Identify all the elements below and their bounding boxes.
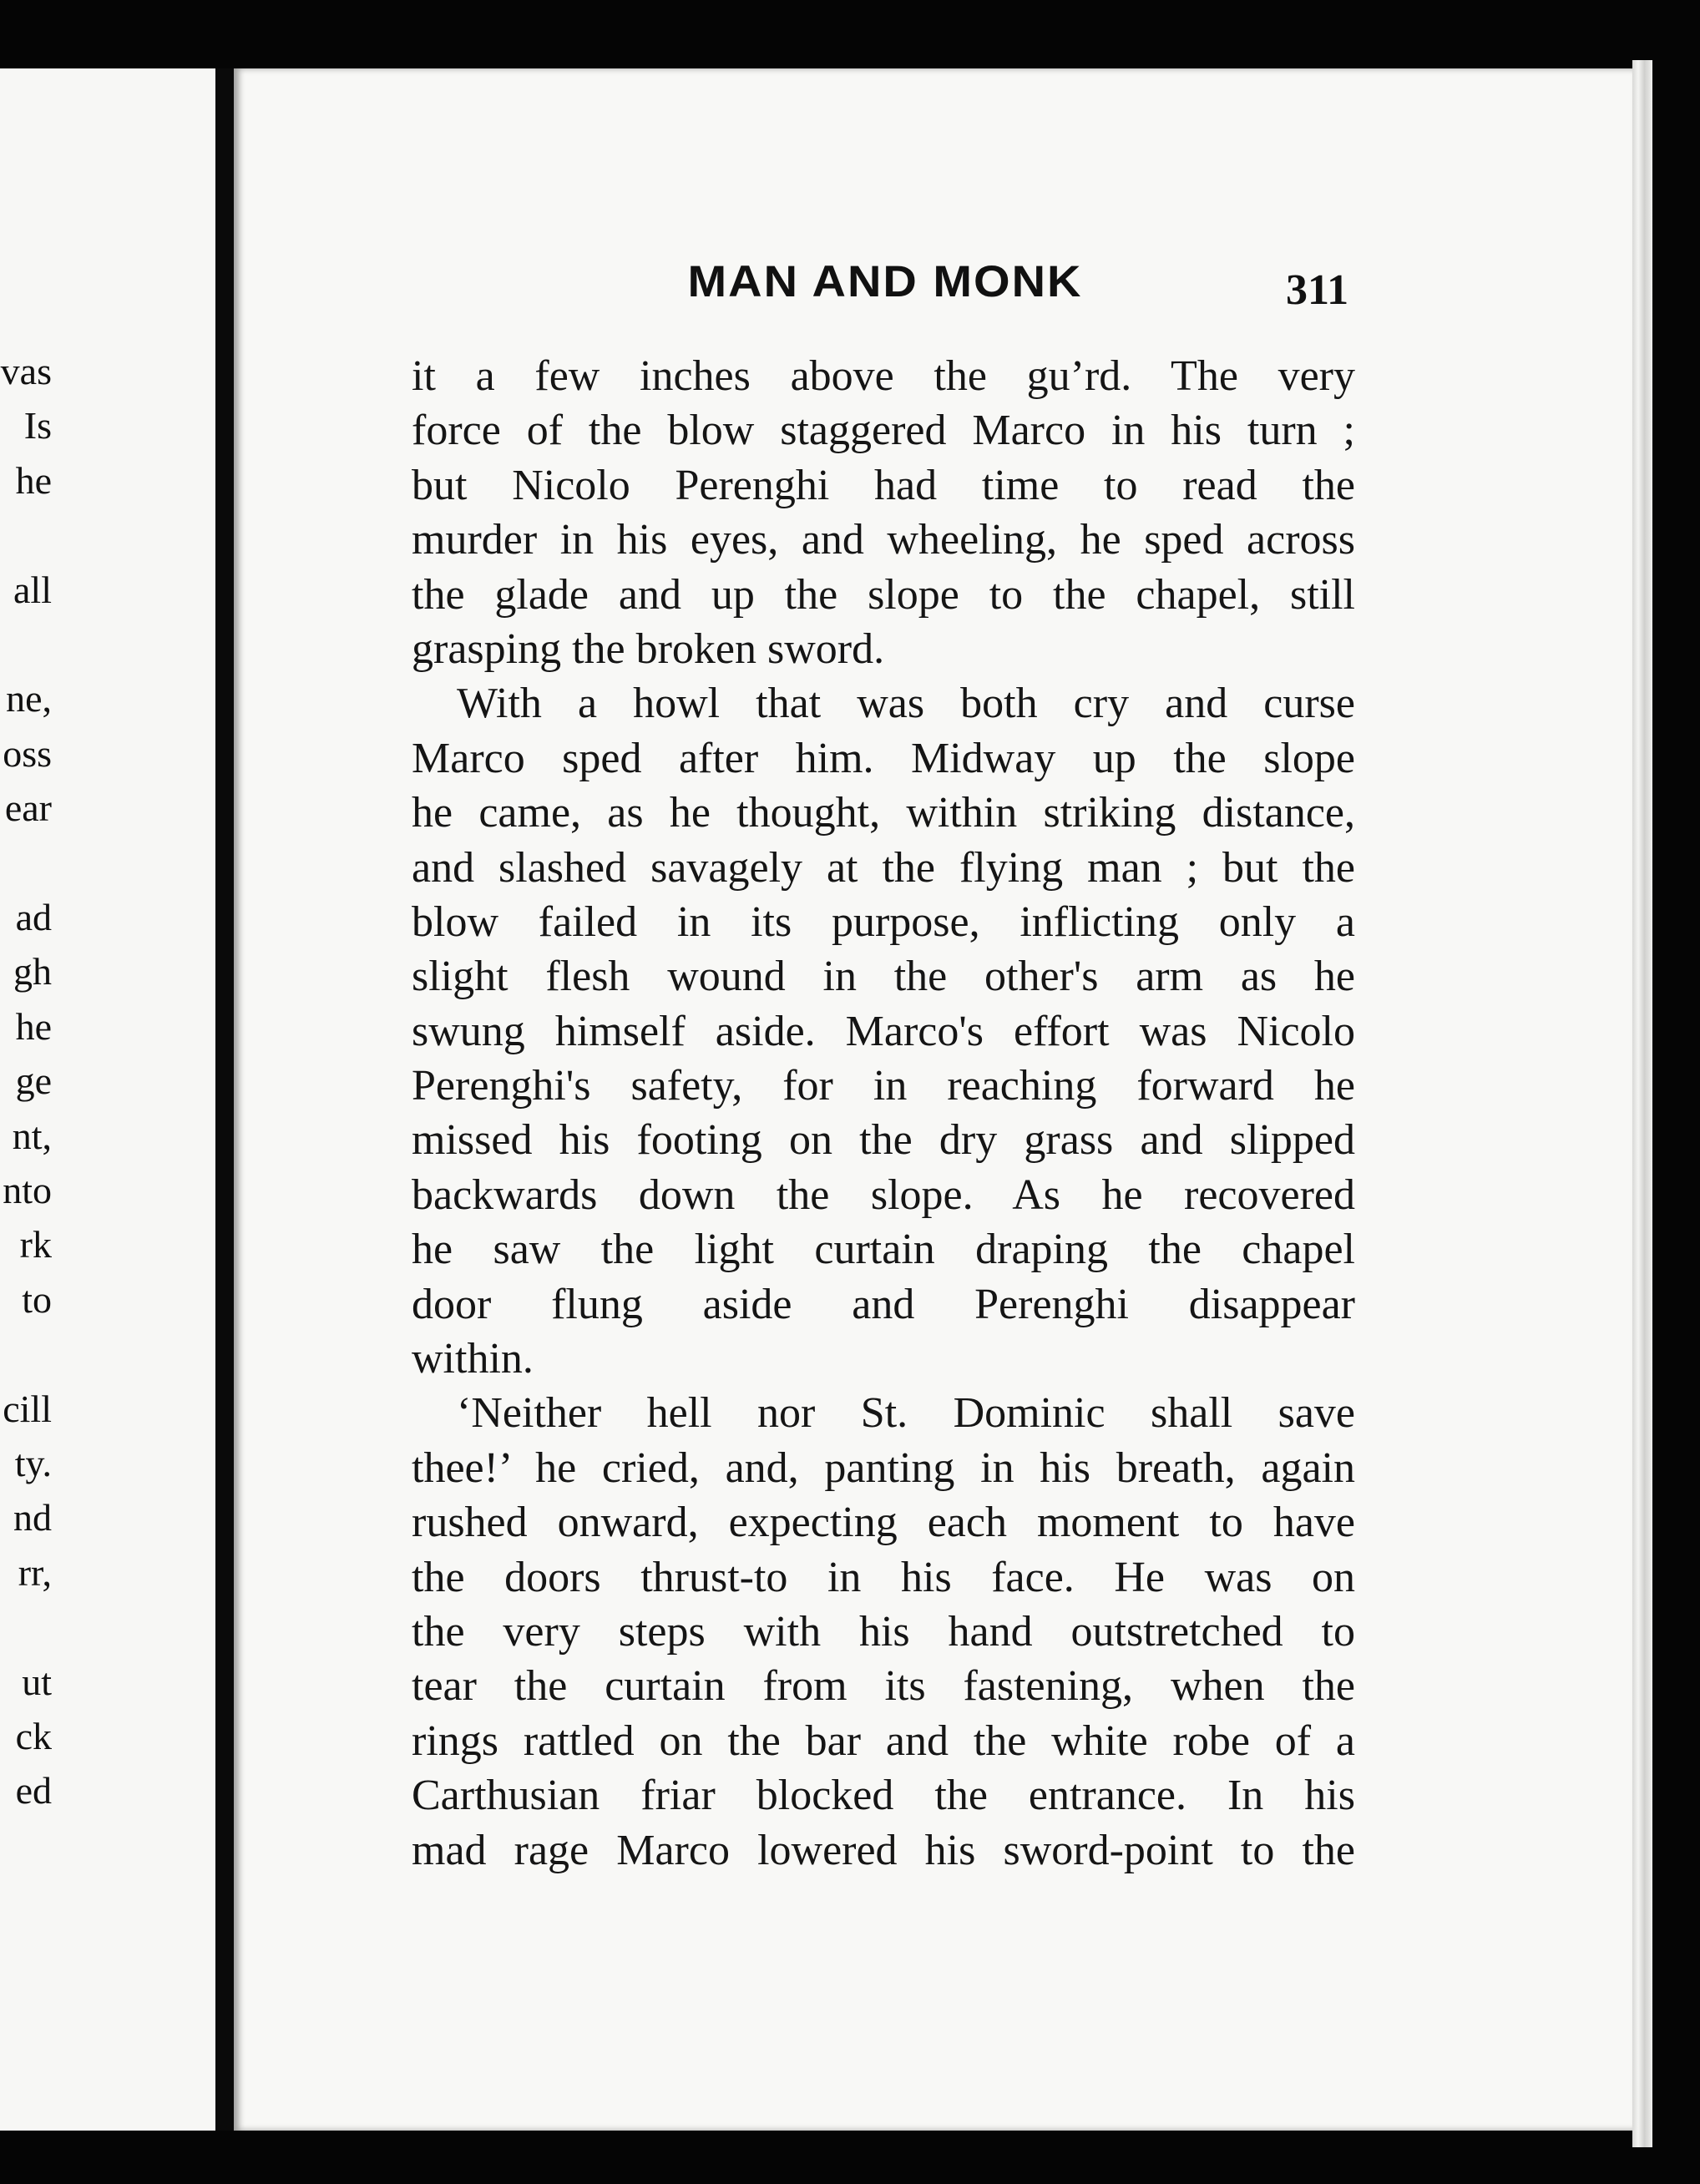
body-text: [412, 349, 1355, 1878]
left-page-fragment: nd: [13, 1496, 52, 1539]
text-line: With a howl that was both cry and curse: [457, 680, 1355, 728]
text-line: within.: [412, 1335, 534, 1383]
left-page-fragment: he: [15, 458, 52, 502]
text-line: murder in his eyes, and wheeling, he sped across: [412, 516, 1355, 564]
text-line: he came, as he thought, within striking distance,: [412, 789, 1355, 837]
text-line: force of the blow staggered Marco in his turn ;: [412, 407, 1355, 455]
left-page-fragment: nt,: [12, 1114, 52, 1157]
text-line: rushed onward, expecting each moment to have: [412, 1499, 1355, 1547]
text-line: thee!’ he cried, and, panting in his breath, again: [412, 1443, 1355, 1492]
text-line: swung himself aside. Marco's effort was Nicolo: [412, 1007, 1355, 1055]
text-line: the doors thrust-to in his face. He was on: [412, 1553, 1355, 1601]
text-line: ‘Neither hell nor St. Dominic shall save: [457, 1389, 1355, 1438]
left-page-fragment: ad: [15, 896, 52, 938]
text-line: missed his footing on the dry grass and slipped: [412, 1116, 1355, 1165]
left-page-fragment: all: [13, 568, 52, 611]
text-line: the glade and up the slope to the chapel, still: [412, 570, 1355, 619]
left-page-fragment: ear: [4, 786, 52, 830]
book-gutter: [215, 68, 234, 2131]
left-page-fragment: ty.: [14, 1442, 52, 1484]
text-line: rings rattled on the bar and the white robe of a: [412, 1716, 1355, 1765]
text-line: Carthusian friar blocked the entrance. In his: [412, 1772, 1355, 1820]
text-line: backwards down the slope. As he recovered: [412, 1170, 1355, 1219]
text-line: he saw the light curtain draping the chapel: [412, 1226, 1355, 1274]
text-line: mad rage Marco lowered his sword-point to the: [412, 1826, 1355, 1874]
page-number: 311: [1286, 266, 1349, 314]
left-page-fragment: rk: [19, 1223, 52, 1266]
text-line: grasping the broken sword.: [412, 624, 885, 673]
left-page-fragment: to: [22, 1277, 52, 1321]
running-head: MAN AND MONK: [687, 255, 1083, 306]
left-page-fragment: nto: [3, 1169, 52, 1211]
left-page-fragment: he: [15, 1004, 52, 1048]
text-line: it a few inches above the guʼrd. The very: [412, 352, 1355, 400]
text-line: and slashed savagely at the flying man ; but the: [412, 843, 1355, 892]
left-page-fragment: Is: [23, 404, 52, 447]
text-line: slight flesh wound in the other's arm as he: [412, 953, 1355, 1001]
left-page-fragment: ge: [15, 1059, 52, 1103]
left-page-fragment: cill: [3, 1387, 52, 1430]
left-page-fragment: ut: [22, 1660, 52, 1703]
text-line: blow failed in its purpose, inflicting only a: [412, 897, 1355, 946]
left-page-fragment: ck: [15, 1715, 52, 1757]
page-edge: [1632, 60, 1652, 2147]
left-page-fragment: vas: [0, 350, 52, 392]
left-page-fragment: ed: [15, 1769, 52, 1812]
text-line: tear the curtain from its fastening, when the: [412, 1662, 1355, 1711]
text-line: door flung aside and Perenghi disappear: [412, 1280, 1355, 1328]
left-page-text-fragments: [0, 68, 215, 2131]
left-page-fragment: ne,: [6, 677, 52, 720]
text-line: Marco sped after him. Midway up the slope: [412, 734, 1355, 782]
left-page-fragment: gh: [13, 950, 52, 993]
left-page: [0, 68, 215, 2131]
text-line: Perenghi's safety, for in reaching forward he: [412, 1062, 1355, 1110]
left-page-fragment: oss: [3, 731, 52, 775]
left-page-fragment: rr,: [18, 1550, 52, 1594]
text-line: but Nicolo Perenghi had time to read the: [412, 461, 1355, 509]
text-line: the very steps with his hand outstretched to: [412, 1607, 1355, 1656]
